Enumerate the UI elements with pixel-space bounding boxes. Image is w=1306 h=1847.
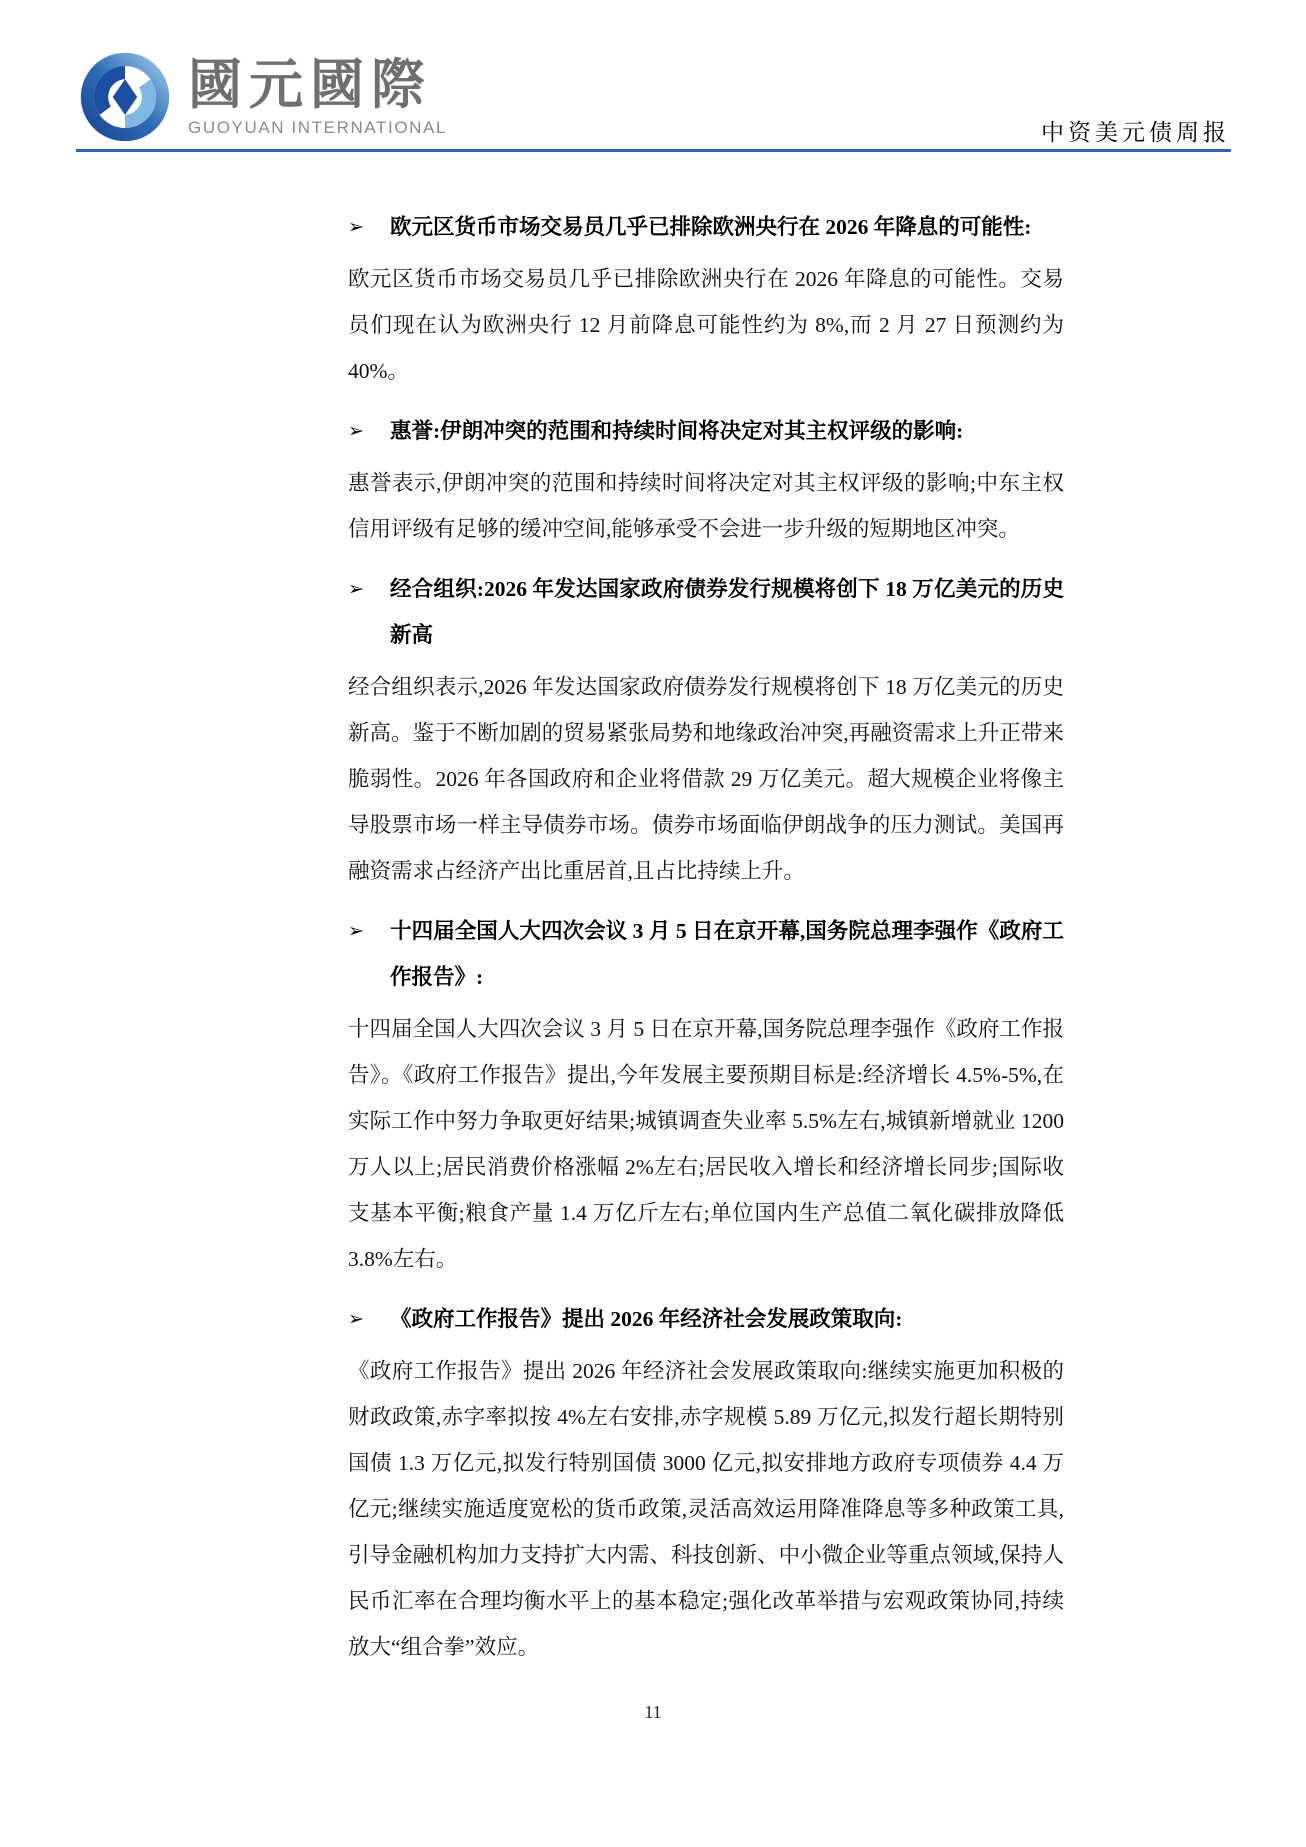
bullet-section-oecd	[348, 566, 1064, 894]
bullet-heading-text: 十四届全国人大四次会议 3 月 5 日在京开幕,国务院总理李强作《政府工作报告》:	[390, 919, 1064, 989]
bullet-section-fitch	[348, 408, 1064, 552]
bullet-heading-text: 欧元区货币市场交易员几乎已排除欧洲央行在 2026 年降息的可能性:	[390, 215, 1032, 239]
logo-text-block	[188, 50, 447, 138]
page-number: 11	[644, 1702, 662, 1722]
arrow-bullet-icon: ➢	[348, 216, 364, 238]
bullet-body-text: 十四届全国人大四次会议 3 月 5 日在京开幕,国务院总理李强作《政府工作报告》。《政府工作报告》提出,今年发展主要预期目标是:经济增长 4.5%-5%,在实际工作中努力争取更好结果;城镇调查失业率 5.5%左右,城镇新增就业 1200 万人以上;居民消费价格涨幅 2%左右;居民收入增长和经济增长同步;国际收支基本平衡;粮食产量 1.4 万亿斤左右;单位国内生产总值二氧化碳排放降低 3.8%左右。	[348, 1017, 1064, 1271]
report-body	[348, 190, 1064, 1684]
arrow-bullet-icon: ➢	[348, 920, 364, 942]
bullet-body-text: 《政府工作报告》提出 2026 年经济社会发展政策取向:继续实施更加积极的财政政策,赤字率拟按 4%左右安排,赤字规模 5.89 万亿元,拟发行超长期特别国债 1.3 万亿元,拟发行特别国债 3000 亿元,拟安排地方政府专项债券 4.4 万亿元;继续实施适度宽松的货币政策,灵活高效运用降准降息等多种政策工具,引导金融机构加力支持扩大内需、科技创新、中小微企业等重点领域,保持人民币汇率在合理均衡水平上的基本稳定;强化改革举措与宏观政策协同,持续放大“组合拳”效应。	[348, 1359, 1064, 1659]
header-divider-line	[76, 149, 1231, 152]
bullet-heading-text: 《政府工作报告》提出 2026 年经济社会发展政策取向:	[390, 1307, 903, 1331]
bullet-section-work-report	[348, 1296, 1064, 1670]
bullet-heading-text: 经合组织:2026 年发达国家政府债券发行规模将创下 18 万亿美元的历史新高	[390, 577, 1064, 647]
bullet-heading	[348, 408, 1064, 454]
arrow-bullet-icon: ➢	[348, 1308, 364, 1330]
bullet-heading	[348, 566, 1064, 658]
bullet-section-ecb	[348, 204, 1064, 394]
arrow-bullet-icon: ➢	[348, 578, 364, 600]
arrow-bullet-icon: ➢	[348, 420, 364, 442]
report-title: 中资美元债周报	[1041, 120, 1230, 145]
bullet-body-text: 欧元区货币市场交易员几乎已排除欧洲央行在 2026 年降息的可能性。交易员们现在认为欧洲央行 12 月前降息可能性约为 8%,而 2 月 27 日预测约为 40%。	[348, 267, 1064, 383]
bullet-section-npc	[348, 908, 1064, 1282]
bullet-body-text: 经合组织表示,2026 年发达国家政府债券发行规模将创下 18 万亿美元的历史新高。鉴于不断加剧的贸易紧张局势和地缘政治冲突,再融资需求上升正带来脆弱性。2026 年各国政府和企业将借款 29 万亿美元。超大规模企业将像主导股票市场一样主导债券市场。债券市场面临伊朗战争的压力测试。美国再融资需求占经济产出比重居首,且占比持续上升。	[348, 675, 1064, 883]
logo-en-text: GUOYUAN INTERNATIONAL	[188, 118, 448, 137]
bullet-heading-text: 惠誉:伊朗冲突的范围和持续时间将决定对其主权评级的影响:	[390, 419, 964, 443]
guoyuan-logo	[78, 50, 447, 144]
logo-cn-text: 國元國際	[188, 55, 432, 115]
bullet-body-text: 惠誉表示,伊朗冲突的范围和持续时间将决定对其主权评级的影响;中东主权信用评级有足够的缓冲空间,能够承受不会进一步升级的短期地区冲突。	[348, 471, 1064, 541]
guoyuan-logo-icon	[78, 50, 172, 144]
bullet-heading	[348, 1296, 1064, 1342]
bullet-heading	[348, 204, 1064, 250]
bullet-heading	[348, 908, 1064, 1000]
